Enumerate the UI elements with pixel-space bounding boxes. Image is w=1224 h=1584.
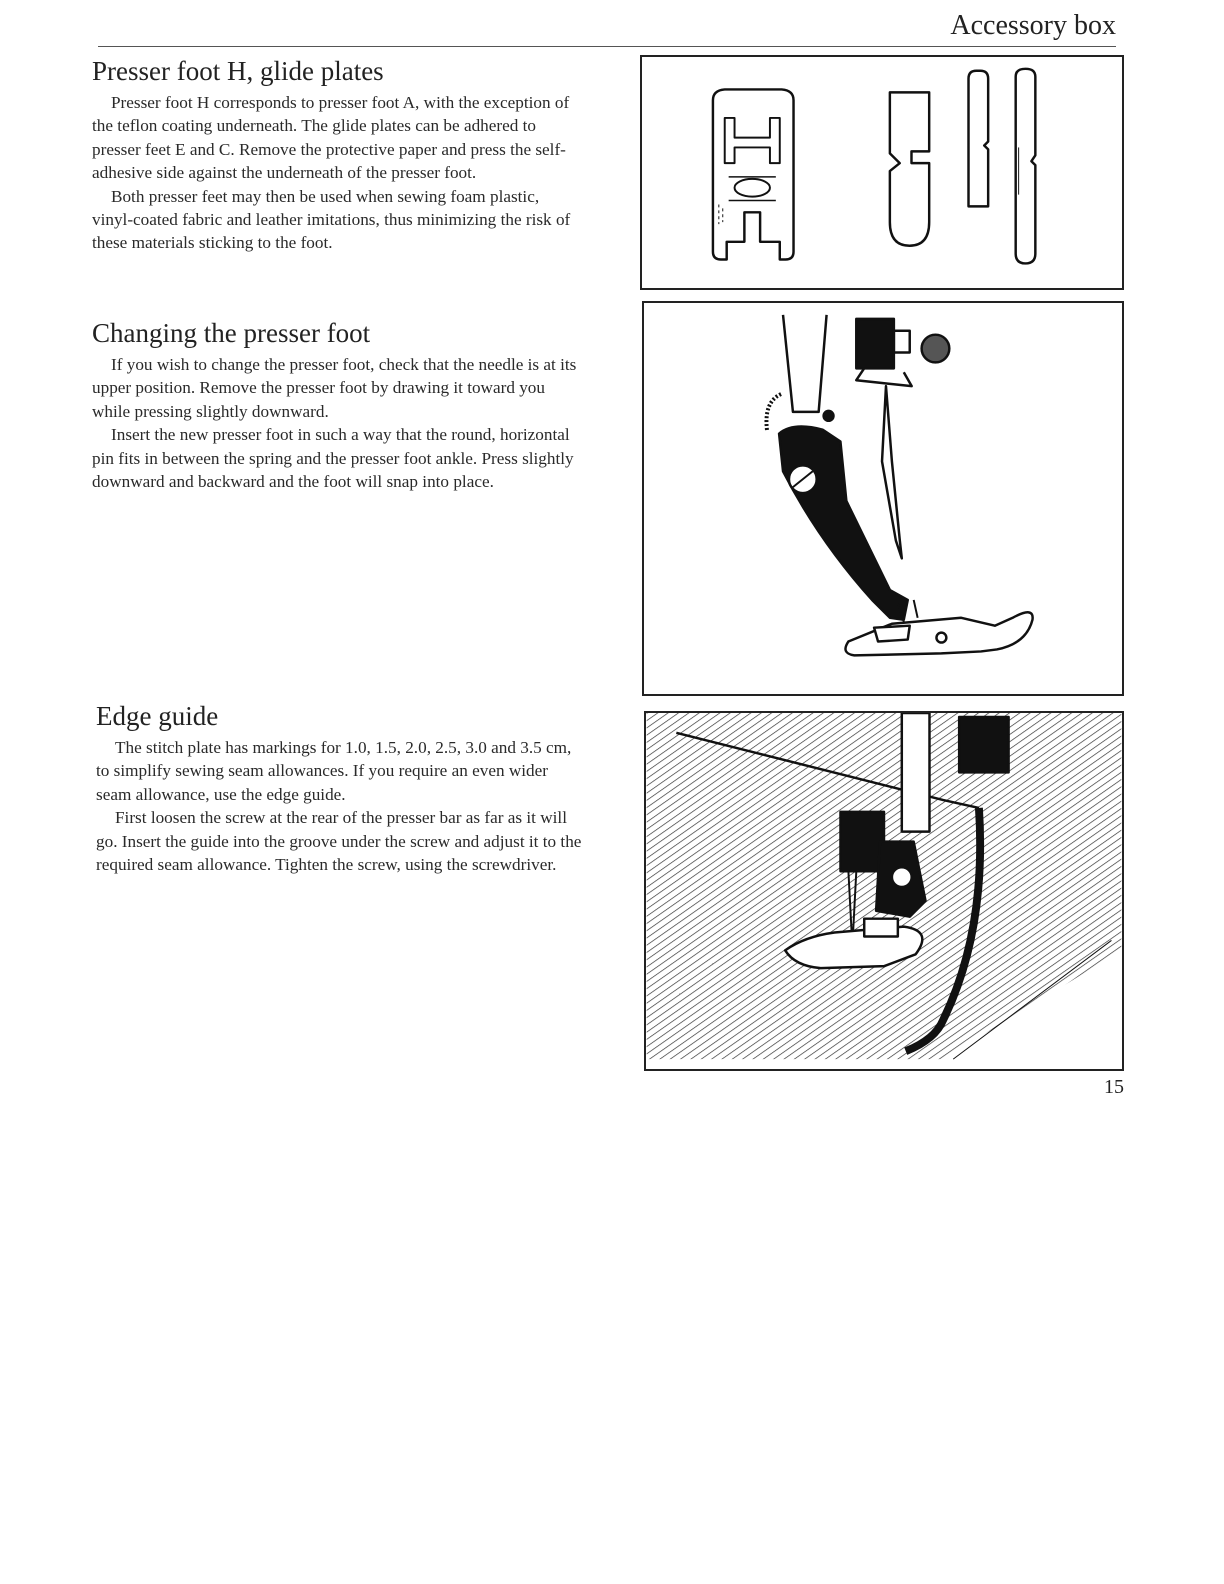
presser-foot-h-glide-plates-illustration [640, 55, 1124, 290]
presser-foot-h-outline [713, 89, 794, 259]
section-paragraph: First loosen the screw at the rear of the presser bar as far as it will go. Insert the guide into the groove under the screw and adjust it to the required seam allowance. Tighten the screw, using the screwdriver. [96, 808, 582, 875]
needle [882, 386, 902, 558]
section-heading: Edge guide [96, 701, 219, 731]
presser-bar [902, 713, 930, 832]
machine-part [959, 717, 1008, 772]
needle-clamp [840, 812, 884, 871]
section-heading: Presser foot H, glide plates [92, 56, 384, 86]
page-header-title: Accessory box [950, 10, 1116, 41]
section-heading: Changing the presser foot [92, 318, 371, 348]
presser-bar [783, 315, 827, 412]
glide-plate-tongue [890, 92, 929, 245]
section-edge-guide [96, 701, 586, 876]
header-divider [98, 46, 1116, 47]
section-changing-presser-foot [92, 318, 582, 493]
section-paragraph: If you wish to change the presser foot, check that the needle is at its upper position. Remove the presser foot by drawing it toward you while pressing slightly downward. [92, 355, 577, 421]
changing-presser-foot-illustration [642, 301, 1124, 696]
glide-plate-narrow [969, 71, 989, 207]
section-paragraph: Both presser feet may then be used when sewing foam plastic, vinyl-coated fabric and leather imitations, thus minimizing the risk of these materials sticking to the foot. [92, 186, 571, 253]
section-paragraph: Presser foot H corresponds to presser foot A, with the exception of the teflon coating underneath. The glide plates can be adhered to presser feet E and C. Remove the protective paper and press the self-adhesive side against the underneath of the presser foot. [92, 93, 570, 183]
edge-guide-illustration [644, 711, 1124, 1071]
clamp-thumbscrew [922, 335, 950, 363]
ankle-screw [892, 867, 912, 887]
presser-foot-h-slot [735, 179, 770, 197]
section-presser-foot-h [92, 56, 582, 255]
needle-clamp [856, 319, 894, 368]
spring [766, 394, 781, 432]
page-number: 15 [1104, 1076, 1124, 1098]
presser-foot-ankle [779, 427, 908, 620]
section-paragraph: Insert the new presser foot in such a way that the round, horizontal pin fits in between the spring and the presser foot ankle. Press slightly downward and backward and the foot will snap into place. [92, 425, 574, 492]
presser-foot-h-opening [725, 118, 780, 163]
section-paragraph: The stitch plate has markings for 1.0, 1.5, 2.0, 2.5, 3.0 and 3.5 cm, to simplify sewing seam allowances. If you require an even wider seam allowance, use the edge guide. [96, 738, 572, 804]
